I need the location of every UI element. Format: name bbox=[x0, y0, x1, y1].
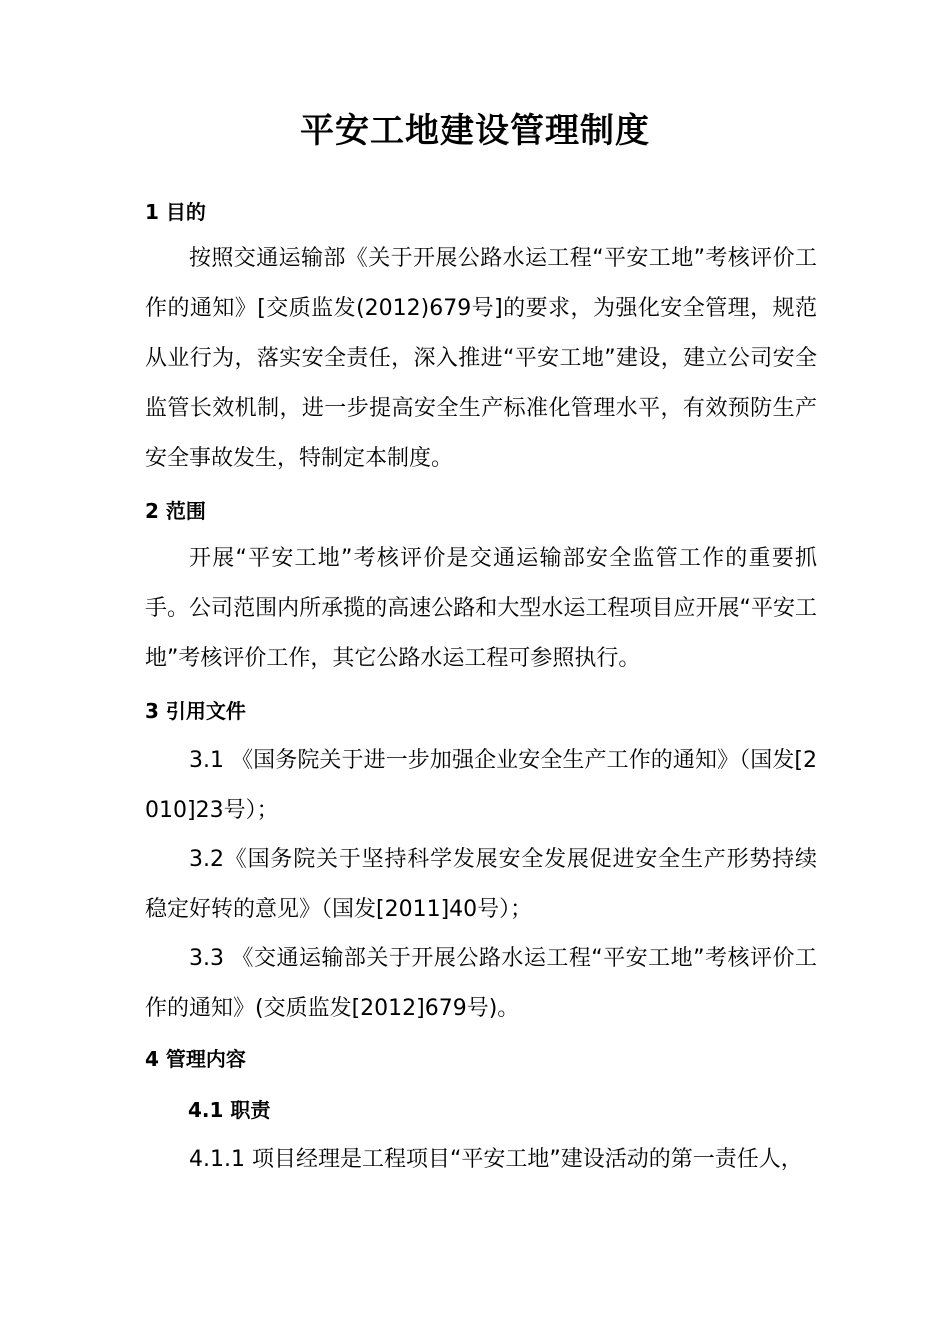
reference-item: 3.1 《国务院关于进一步加强企业安全生产工作的通知》（国发[2010]23号）； bbox=[145, 748, 818, 823]
subsection-heading-responsibilities: 4.1 职责 bbox=[188, 1098, 271, 1122]
purpose-paragraph: 按照交通运输部《关于开展公路水运工程“平安工地”考核评价工作的通知》[交质监发(2012)679号]的要求，为强化安全管理，规范从业行为，落实安全责任，深入推进“平安工地”建设，建立公司安全监管长效机制，进一步提高安全生产标准化管理水平，有效预防生产安全事故发生，特制定本制度。 bbox=[145, 246, 817, 471]
reference-item: 3.2《国务院关于坚持科学发展安全发展促进安全生产形势持续稳定好转的意见》（国发[2011]40号）； bbox=[145, 847, 817, 922]
section-heading-scope: 2 范围 bbox=[145, 499, 206, 523]
responsibility-paragraph: 4.1.1 项目经理是工程项目“平安工地”建设活动的第一责任人， bbox=[189, 1147, 803, 1172]
scope-paragraph: 开展“平安工地”考核评价是交通运输部安全监管工作的重要抓手。公司范围内所承揽的高速公路和大型水运工程项目应开展“平安工地”考核评价工作，其它公路水运工程可参照执行。 bbox=[145, 546, 817, 671]
document-title: 平安工地建设管理制度 bbox=[300, 111, 650, 151]
section-heading-purpose: 1 目的 bbox=[145, 200, 206, 224]
section-heading-references: 3 引用文件 bbox=[145, 699, 246, 723]
section-heading-management: 4 管理内容 bbox=[145, 1047, 246, 1071]
reference-item: 3.3 《交通运输部关于开展公路水运工程“平安工地”考核评价工作的通知》(交质监发[2012]679号)。 bbox=[145, 946, 817, 1021]
